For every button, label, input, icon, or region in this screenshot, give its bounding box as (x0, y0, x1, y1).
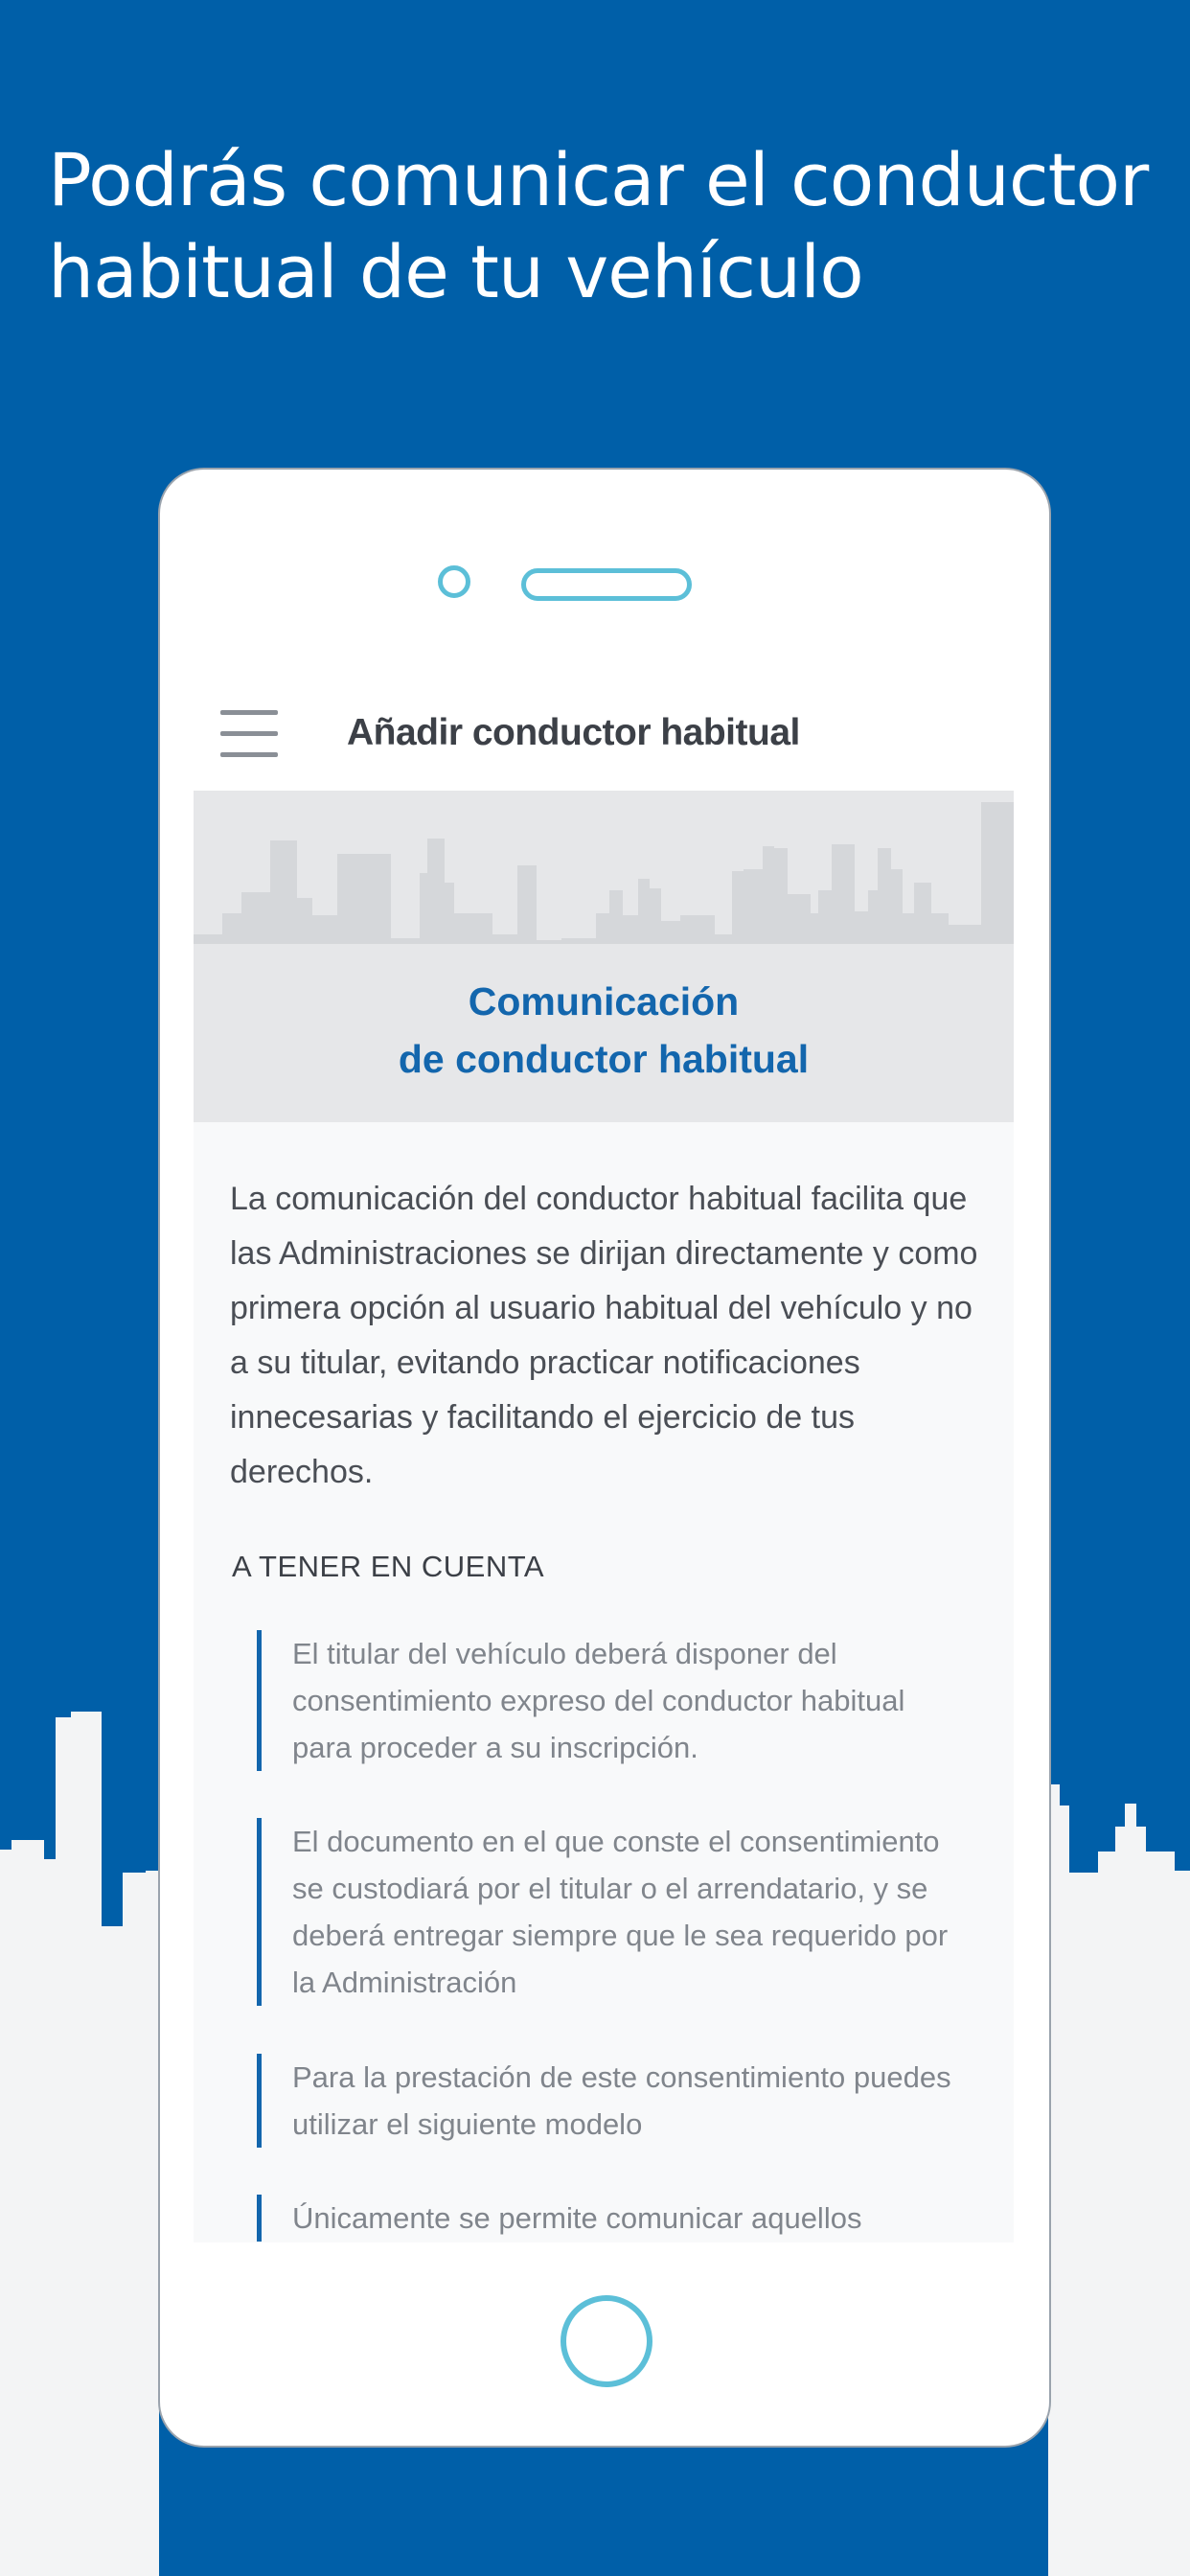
header-banner (194, 791, 1014, 1122)
app-screen (194, 674, 1014, 2242)
promo-headline (48, 134, 1150, 318)
note-item: Para la prestación de este consentimiento puedes utilizar el siguiente modelo (257, 2054, 966, 2148)
section-title: A TENER EN CUENTA (232, 1550, 545, 1583)
hamburger-menu-icon[interactable] (220, 710, 280, 758)
banner-title (194, 973, 1014, 1088)
phone-camera (438, 565, 470, 598)
intro-paragraph: La comunicación del conductor habitual facilita que las Administraciones se dirijan directamente y como primera opción al usuario habitual del vehículo y no a su titular, evitando practicar notificaciones innecesarias y facilitando el ejercicio de tus derechos. (230, 1181, 978, 1490)
note-item: El titular del vehículo deberá disponer del consentimiento expreso del conductor habitual para proceder a su inscripción. (257, 1630, 966, 1771)
phone-mockup (158, 468, 1051, 2448)
note-item: El documento en el que conste el consentimiento se custodiará por el titular o el arrendatario, y se deberá entregar siempre que le sea requerido por la Administración (257, 1818, 966, 2006)
banner-title-line-2: de conductor habitual (398, 1037, 810, 1081)
app-bar (194, 674, 1014, 791)
promo-headline-line-2: habitual de tu vehículo (48, 229, 863, 314)
banner-title-line-1: Comunicación (468, 979, 740, 1024)
phone-speaker (521, 568, 692, 601)
phone-home-button (561, 2295, 652, 2387)
promo-headline-line-1: Podrás comunicar el conductor (48, 137, 1149, 222)
app-bar-title: Añadir conductor habitual (347, 712, 800, 753)
note-item: Únicamente se permite comunicar aquellos (257, 2195, 966, 2242)
